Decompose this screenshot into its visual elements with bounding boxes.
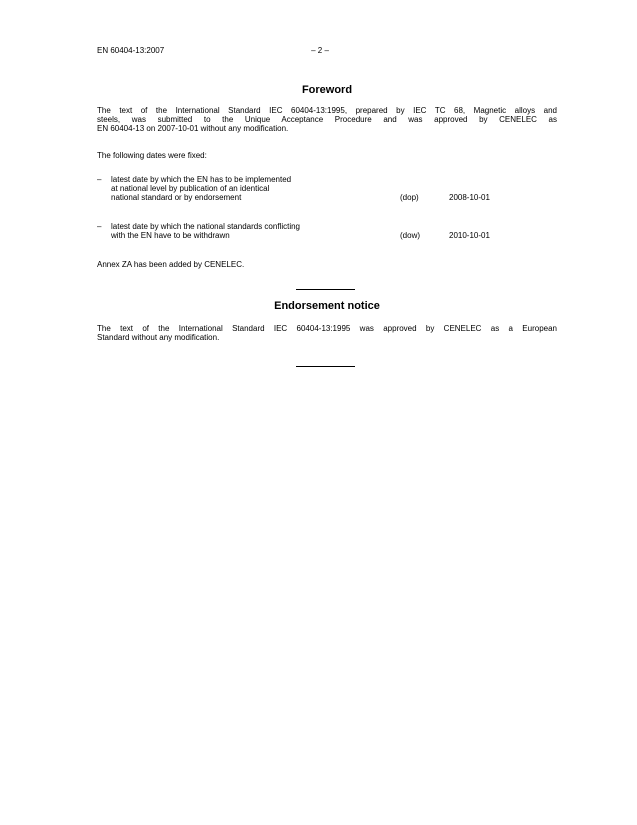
date-value: 2008-10-01 <box>449 193 490 202</box>
description-line: latest date by which the national standards conflicting <box>111 222 301 231</box>
description-line: latest date by which the EN has to be implemented <box>111 175 292 184</box>
section-divider <box>296 289 355 290</box>
paragraph-line: The text of the International Standard IEC 60404-13:1995 was approved by CENELEC as a European <box>97 324 557 333</box>
paragraph-line: EN 60404-13 on 2007-10-01 without any modification. <box>97 124 289 133</box>
paragraph-line: The text of the International Standard IEC 60404-13:1995, prepared by IEC TC 68, Magnetic alloys and <box>97 106 557 115</box>
dates-intro: The following dates were fixed: <box>97 151 207 160</box>
foreword-intro-paragraph <box>97 106 557 133</box>
date-item-dow <box>97 222 557 240</box>
description-line: national standard or by endorsement <box>111 193 242 202</box>
list-dash: – <box>97 222 102 231</box>
end-divider <box>296 366 355 367</box>
date-item-description <box>111 175 291 202</box>
foreword-title: Foreword <box>301 84 353 96</box>
date-item-description <box>111 222 300 240</box>
annex-note: Annex ZA has been added by CENELEC. <box>97 260 245 269</box>
date-value: 2010-10-01 <box>449 231 490 240</box>
page-number: – 2 – <box>311 46 329 55</box>
endorsement-paragraph <box>97 324 557 342</box>
date-code: (dop) <box>400 193 419 202</box>
paragraph-line: Standard without any modification. <box>97 333 220 342</box>
paragraph-line: steels, was submitted to the Unique Acceptance Procedure and was approved by CENELEC as <box>97 115 557 124</box>
description-line: with the EN have to be withdrawn <box>111 231 230 240</box>
description-line: at national level by publication of an identical <box>111 184 270 193</box>
endorsement-title: Endorsement notice <box>274 300 380 312</box>
list-dash: – <box>97 175 102 184</box>
date-item-dop <box>97 175 557 202</box>
document-id: EN 60404-13:2007 <box>97 46 165 55</box>
date-code: (dow) <box>400 231 421 240</box>
